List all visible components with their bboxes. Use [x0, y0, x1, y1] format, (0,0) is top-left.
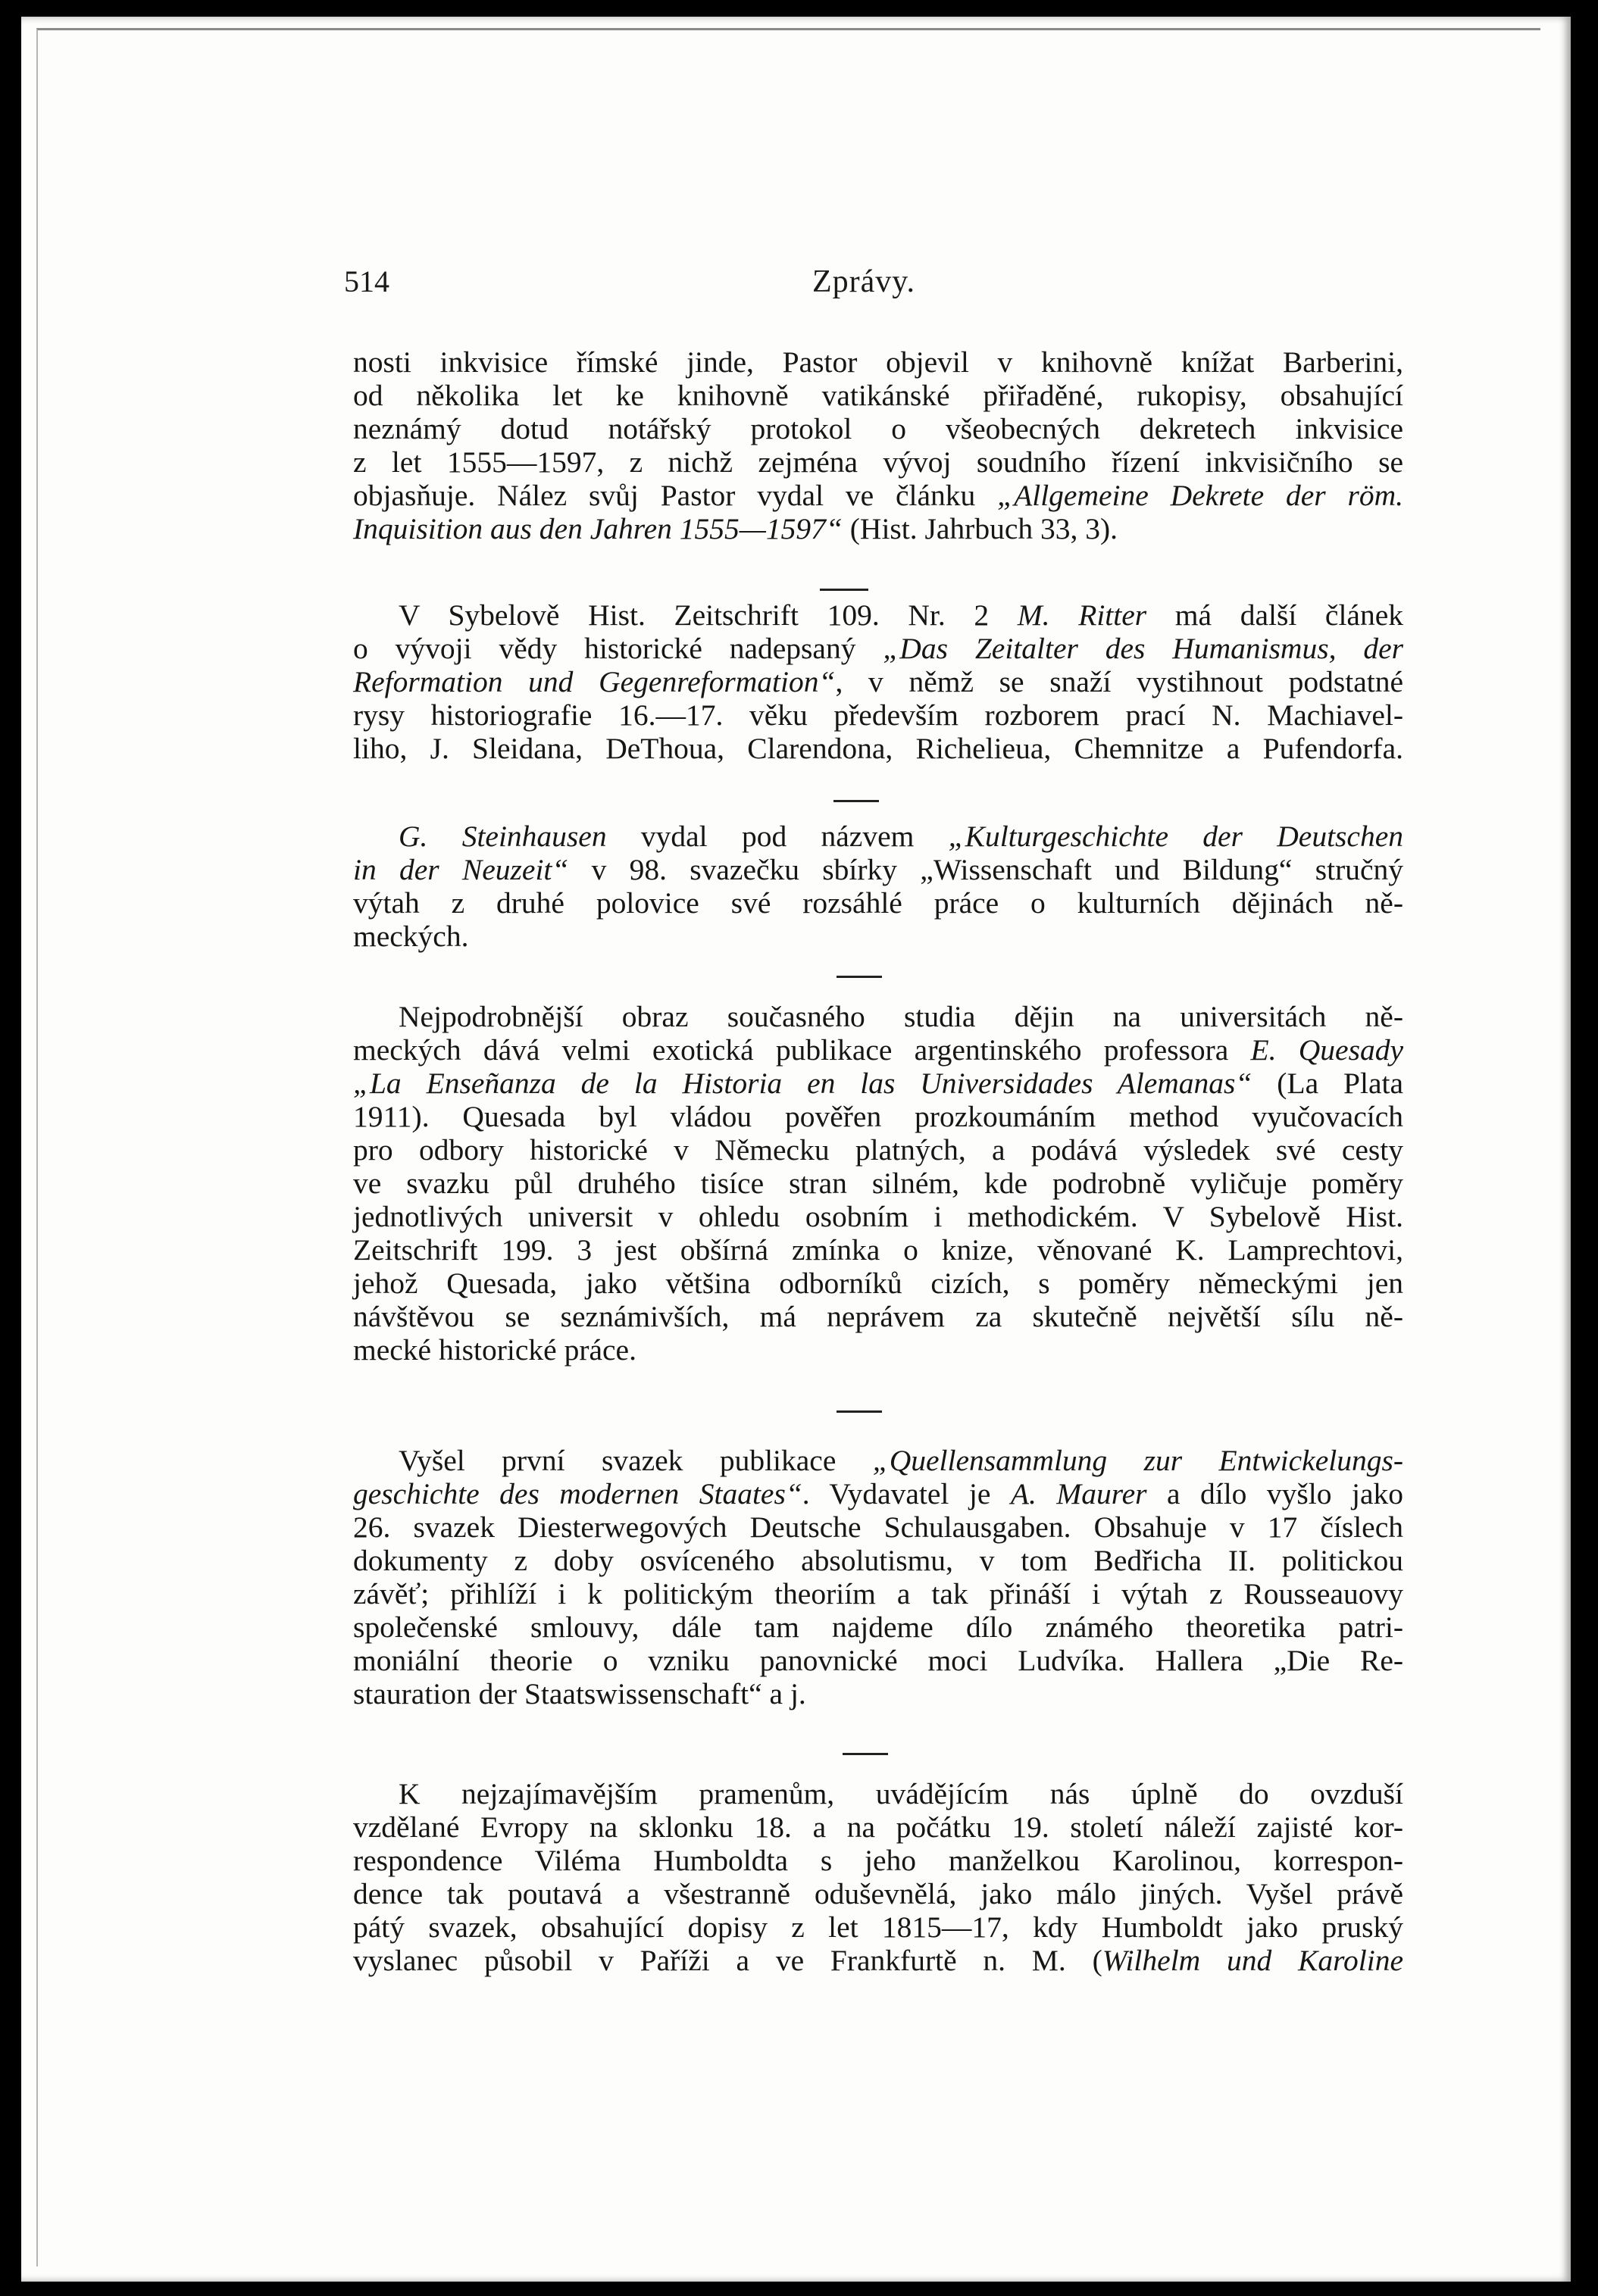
text-line: geschichte des modernen Staates“. Vydavatel je A. Maurer a dílo vyšlo jako: [353, 1477, 1403, 1510]
text-line: vzdělané Evropy na sklonku 18. a na počátku 19. století náleží zajisté kor-: [353, 1810, 1403, 1844]
text-line: K nejzajímavějším pramenům, uvádějícím nás úplně do ovzduší: [399, 1777, 1403, 1810]
text-line: závěť; přihlíží i k politickým theoriím a tak přináší i výtah z Rousseauovy: [353, 1577, 1403, 1610]
text-line: meckých dává velmi exotická publikace argentinského professora E. Quesady: [353, 1033, 1403, 1067]
paragraph-quellensammlung: [353, 1444, 1403, 1710]
text-line: 1911). Quesada byl vládou pověřen prozkoumáním method vyučovacích: [353, 1100, 1403, 1133]
paragraph-ritter-article: [353, 598, 1403, 765]
text-line: vyslanec působil v Paříži a ve Frankfurtě n. M. (Wilhelm und Karoline: [353, 1944, 1403, 1977]
text-line: pro odbory historické v Německu platných, a podává výsledek své cesty: [353, 1133, 1403, 1167]
text-line: moniální theorie o vzniku panovnické moci Ludvíka. Hallera „Die Re-: [353, 1644, 1403, 1677]
text-line: dence tak poutavá a všestranně oduševnělá, jako málo jiných. Vyšel právě: [353, 1877, 1403, 1910]
text-line: pátý svazek, obsahující dopisy z let 1815—17, kdy Humboldt jako pruský: [353, 1910, 1403, 1944]
running-head: Zprávy.: [812, 264, 916, 299]
paragraph-steinhausen: [353, 820, 1403, 953]
text-line: V Sybelově Hist. Zeitschrift 109. Nr. 2 M. Ritter má další článek: [399, 598, 1403, 632]
text-line: G. Steinhausen vydal pod názvem „Kulturgeschichte der Deutschen: [399, 820, 1403, 853]
page-number: 514: [344, 264, 389, 298]
text-line: in der Neuzeit“ v 98. svazečku sbírky „Wissenschaft und Bildung“ stručný: [353, 853, 1404, 886]
section-divider: [837, 1410, 882, 1413]
text-line: z let 1555—1597, z nichž zejména vývoj soudního řízení inkvisičního se: [353, 445, 1403, 479]
text-line: objasňuje. Nález svůj Pastor vydal ve článku „Allgemeine Dekrete der röm.: [353, 479, 1403, 512]
section-divider: [833, 800, 879, 802]
text-line: jehož Quesada, jako většina odborníků cizích, s poměry německými jen: [353, 1267, 1403, 1300]
text-line: „La Enseñanza de la Historia en las Universidades Alemanas“ (La Plata: [353, 1067, 1403, 1100]
text-line: nosti inkvisice římské jinde, Pastor objevil v knihovně knížat Barberini,: [353, 345, 1403, 379]
text-line: o vývoji vědy historické nadepsaný „Das Zeitalter des Humanismus, der: [353, 632, 1403, 665]
text-line: Nejpodrobnější obraz současného studia dějin na universitách ně-: [399, 1000, 1403, 1033]
text-line: společenské smlouvy, dále tam najdeme dílo známého theoretika patri-: [353, 1610, 1403, 1644]
text-line: výtah z druhé polovice své rozsáhlé práce o kulturních dějinách ně-: [353, 886, 1403, 920]
text-line: návštěvou se seznámivších, má neprávem za skutečně největší sílu ně-: [353, 1300, 1403, 1333]
paragraph-humboldt: [353, 1777, 1403, 1977]
text-line: meckých.: [353, 920, 469, 953]
text-line: ve svazku půl druhého tisíce stran silném, kde podrobně vyličuje poměry: [353, 1167, 1403, 1200]
text-line: neznámý dotud notářský protokol o všeobecných dekretech inkvisice: [353, 412, 1403, 445]
text-line: dokumenty z doby osvíceného absolutismu, v tom Bedřicha II. politickou: [353, 1544, 1403, 1577]
text-line: od několika let ke knihovně vatikánské přiřaděné, rukopisy, obsahující: [353, 379, 1403, 412]
section-divider: [820, 589, 868, 591]
text-line: Inquisition aus den Jahren 1555—1597“ (Hist. Jahrbuch 33, 3).: [353, 512, 1118, 545]
paragraph-pastor-inquisition: [353, 345, 1403, 545]
text-line: mecké historické práce.: [353, 1333, 636, 1367]
section-divider: [843, 1753, 888, 1755]
text-line: respondence Viléma Humboldta s jeho manželkou Karolinou, korrespon-: [353, 1844, 1403, 1877]
text-line: Zeitschrift 199. 3 jest obšírná zmínka o knize, věnované K. Lamprechtovi,: [353, 1233, 1403, 1267]
text-line: 26. svazek Diesterwegových Deutsche Schulausgaben. Obsahuje v 17 číslech: [353, 1510, 1403, 1544]
text-line: Reformation und Gegenreformation“, v němž se snaží vystihnout podstatné: [353, 665, 1403, 698]
text-line: jednotlivých universit v ohledu osobním i methodickém. V Sybelově Hist.: [353, 1200, 1403, 1233]
text-line: Vyšel první svazek publikace „Quellensammlung zur Entwickelungs-: [399, 1444, 1403, 1477]
paragraph-quesada: [353, 1000, 1403, 1367]
text-line: rysy historiografie 16.—17. věku především rozborem prací N. Machiavel-: [353, 698, 1403, 732]
section-divider: [837, 976, 882, 978]
page-header: [344, 264, 1405, 309]
text-line: stauration der Staatswissenschaft“ a j.: [353, 1677, 806, 1710]
text-line: liho, J. Sleidana, DeThoua, Clarendona, Richelieua, Chemnitze a Pufendorfa.: [353, 732, 1403, 765]
